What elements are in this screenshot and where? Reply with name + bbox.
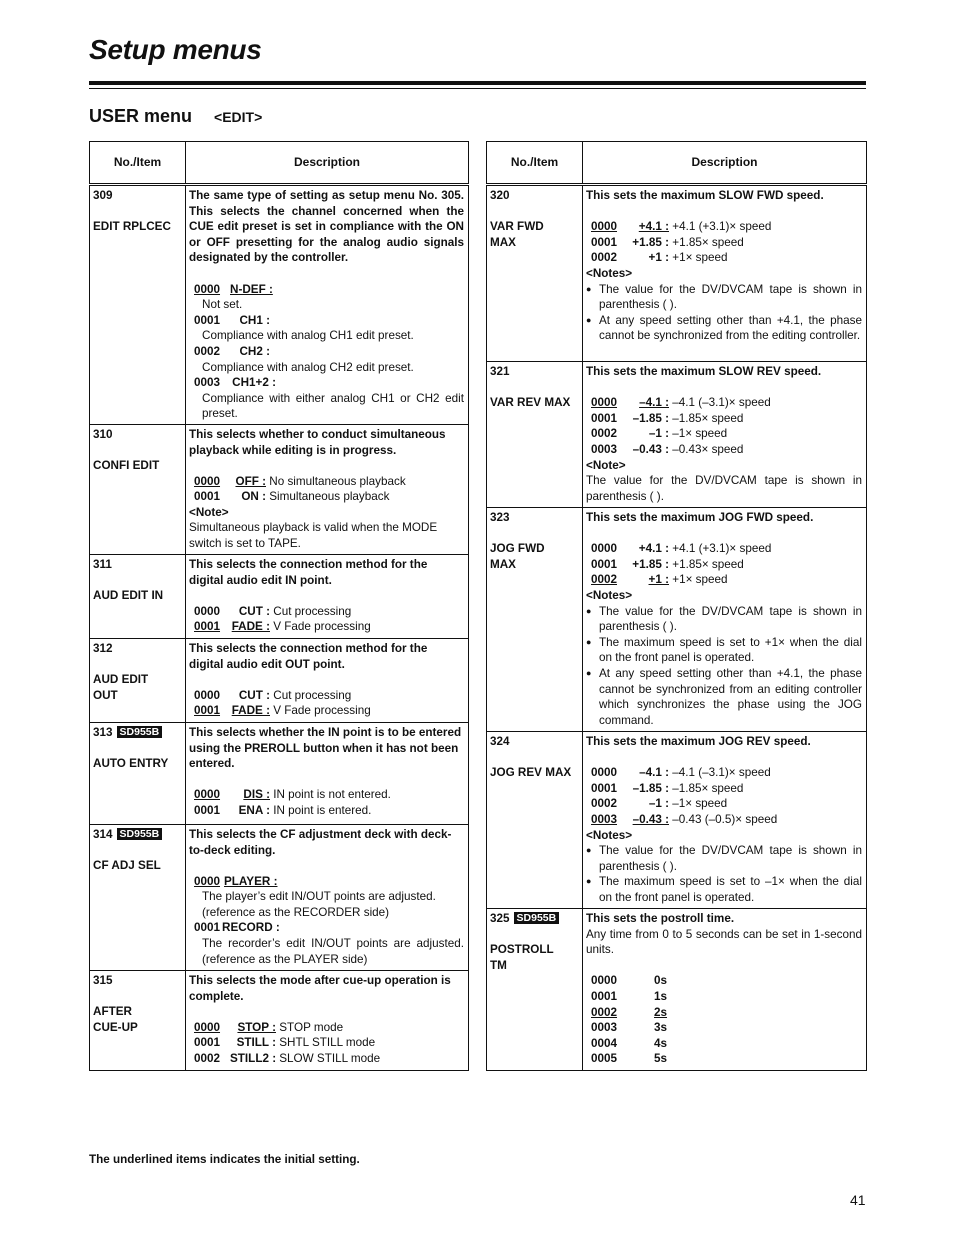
item-heading: This sets the maximum JOG REV speed. xyxy=(586,735,811,748)
option-code: 0003 xyxy=(591,812,618,826)
col-header-desc: Description xyxy=(583,142,867,185)
option-name: CUT : xyxy=(238,604,270,618)
item-name: JOG REV MAX xyxy=(490,766,572,780)
item-name: EDIT RPLCEC xyxy=(93,220,171,234)
option-desc: SHTL STILL mode xyxy=(279,1036,376,1050)
option-name: –1.85 : xyxy=(632,781,669,795)
note-bullet: ● The maximum speed is set to –1× when the dial on the front panel is operated. xyxy=(586,874,862,905)
option-desc: +1× speed xyxy=(672,251,728,265)
option-name: –4.1 : xyxy=(639,766,669,780)
note-bullet: ● At any speed setting other than +4.1, the phase cannot be synchronized from an editing controller which synchronizes the phase using the JOG command. xyxy=(586,666,862,728)
option-name: ON : xyxy=(241,490,266,504)
option-value: 4s xyxy=(654,1036,668,1050)
option-code: 0000 xyxy=(194,1020,221,1034)
option-value: 3s xyxy=(654,1021,668,1035)
option-desc: +4.1 (+3.1)× speed xyxy=(672,542,772,556)
title-rule xyxy=(89,81,866,85)
item-number: 315 xyxy=(93,973,113,987)
item-name: POSTROLL xyxy=(490,943,554,957)
option-name: RECORD : xyxy=(222,921,280,935)
menu-table-left xyxy=(89,141,469,1071)
item-name: AFTER xyxy=(93,1005,132,1019)
option-code: 0001 xyxy=(591,235,618,249)
item-number: 310 xyxy=(93,427,113,441)
option-value: 1s xyxy=(654,989,668,1003)
option-code: 0001 xyxy=(194,490,221,504)
option-name: +1 : xyxy=(648,573,669,587)
option-code: 0000 xyxy=(194,604,221,618)
option-desc: Compliance with either analog CH1 or CH2 edit preset. xyxy=(202,391,464,421)
option-name: –0.43 : xyxy=(632,812,669,826)
option-code: 0004 xyxy=(591,1036,618,1050)
option-code: 0002 xyxy=(194,1051,221,1065)
item-text: Any time from 0 to 5 seconds can be set in 1-second units. xyxy=(586,927,862,957)
option-code: 0000 xyxy=(194,282,221,296)
table-header xyxy=(487,142,867,185)
note-bullet: ● The value for the DV/DVCAM tape is shown in parenthesis ( ). xyxy=(586,604,862,635)
col-header-no: No./Item xyxy=(90,142,186,185)
item-heading: This sets the maximum SLOW REV speed. xyxy=(586,365,822,378)
item-number: 320 xyxy=(490,189,510,202)
option-name: –1 : xyxy=(648,427,669,441)
option-name: STILL : xyxy=(236,1036,276,1050)
item-name: AUTO ENTRY xyxy=(93,757,169,771)
item-name: CUE-UP xyxy=(93,1020,138,1034)
item-heading: This sets the maximum SLOW FWD speed. xyxy=(586,189,824,202)
option-desc: V Fade processing xyxy=(273,704,371,718)
item-number: 314 xyxy=(93,827,113,841)
item-name: AUD EDIT xyxy=(93,673,149,687)
option-desc: –1× speed xyxy=(672,427,728,441)
item-number: 312 xyxy=(93,641,113,655)
item-heading: This selects the connection method for the digital audio edit OUT point. xyxy=(189,641,428,671)
table-header xyxy=(90,142,469,185)
option-code: 0002 xyxy=(591,251,618,265)
model-badge: SD955B xyxy=(117,726,163,738)
option-code: 0003 xyxy=(591,442,618,456)
option-code: 0000 xyxy=(194,474,221,488)
item-name: MAX xyxy=(490,557,516,571)
option-code: 0000 xyxy=(591,974,618,988)
option-code: 0001 xyxy=(194,803,221,817)
title-subrule xyxy=(89,88,866,89)
option-desc: No simultaneous playback xyxy=(269,474,406,488)
item-heading: This sets the postroll time. xyxy=(586,912,735,925)
option-name: +4.1 : xyxy=(638,542,669,556)
option-code: 0000 xyxy=(591,766,618,780)
table-row xyxy=(487,909,867,1071)
table-row xyxy=(90,554,469,638)
item-heading: The same type of setting as setup menu No. 305. This selects the channel concerned when the CUE edit preset is set in compliance with the ON or OFF presetting for the analog audio signals designated by the controller. xyxy=(189,189,464,265)
option-name: +1.85 : xyxy=(632,235,669,249)
note-bullet: ● The value for the DV/DVCAM tape is shown in parenthesis ( ). xyxy=(586,282,862,313)
option-code: 0002 xyxy=(591,427,618,441)
table-row xyxy=(487,362,867,508)
page-title: Setup menus xyxy=(89,34,262,65)
option-name: CH1 : xyxy=(239,313,270,327)
option-code: 0002 xyxy=(591,573,618,587)
option-desc: +1× speed xyxy=(672,573,728,587)
note-label: <Note> xyxy=(586,458,626,472)
option-desc: SLOW STILL mode xyxy=(279,1051,381,1065)
item-name: JOG FWD xyxy=(490,542,545,556)
option-name: FADE : xyxy=(231,704,270,718)
option-desc: –0.43 (–0.5)× speed xyxy=(672,812,778,826)
option-code: 0000 xyxy=(591,542,618,556)
item-heading: This selects whether the IN point is to be entered using the PREROLL button when it has not been entered. xyxy=(189,725,462,771)
item-heading: This selects the CF adjustment deck with deck-to-deck editing. xyxy=(189,827,452,857)
table-row xyxy=(90,824,469,970)
option-code: 0000 xyxy=(591,396,618,410)
menu-table-right xyxy=(486,141,867,1071)
option-code: 0003 xyxy=(591,1021,618,1035)
table-row xyxy=(90,638,469,722)
option-value: 0s xyxy=(654,974,668,988)
option-value: 2s xyxy=(654,1005,668,1019)
option-value: 5s xyxy=(654,1052,668,1066)
option-name: STILL2 : xyxy=(230,1051,277,1065)
item-number: 309 xyxy=(93,189,113,202)
note-text: Simultaneous playback is valid when the MODE switch is set to TAPE. xyxy=(189,521,438,551)
option-name: CH2 : xyxy=(239,344,270,358)
option-desc: STOP mode xyxy=(279,1020,344,1034)
item-name: VAR FWD xyxy=(490,220,544,234)
note-bullet: ● At any speed setting other than +4.1, the phase cannot be synchronized from the editing controller. xyxy=(586,313,862,344)
option-name: OFF : xyxy=(235,474,266,488)
item-name: AUD EDIT IN xyxy=(93,589,164,603)
item-heading: This sets the maximum JOG FWD speed. xyxy=(586,511,814,524)
option-name: DIS : xyxy=(243,788,270,802)
note-label: <Notes> xyxy=(586,266,633,280)
item-number: 321 xyxy=(490,365,510,378)
item-number: 325 xyxy=(490,912,510,925)
page-number: 41 xyxy=(850,1192,866,1208)
option-code: 0001 xyxy=(591,989,618,1003)
section-tag: <EDIT> xyxy=(214,109,263,125)
option-name: +1.85 : xyxy=(632,557,669,571)
model-badge: SD955B xyxy=(117,828,163,840)
option-code: 0001 xyxy=(194,620,221,634)
footer-note: The underlined items indicates the initial setting. xyxy=(89,1153,360,1166)
option-desc: IN point is entered. xyxy=(273,803,372,817)
option-name: CH1+2 : xyxy=(232,376,276,390)
option-code: 0002 xyxy=(591,1005,618,1019)
item-number: 311 xyxy=(93,557,112,571)
option-name: STOP : xyxy=(237,1020,276,1034)
option-name: +4.1 : xyxy=(638,220,669,234)
item-number: 324 xyxy=(490,735,510,748)
option-desc: +4.1 (+3.1)× speed xyxy=(672,220,772,234)
option-desc: Cut processing xyxy=(273,688,352,702)
option-desc: –4.1 (–3.1)× speed xyxy=(672,766,771,780)
option-desc: The player’s edit IN/OUT points are adjusted. (reference as the RECORDER side) xyxy=(202,890,436,919)
option-desc: +1.85× speed xyxy=(672,557,744,571)
item-name: CONFI EDIT xyxy=(93,459,160,473)
option-code: 0001 xyxy=(194,704,221,718)
table-row xyxy=(90,970,469,1070)
item-heading: This selects whether to conduct simultaneous playback while editing is in progress. xyxy=(189,427,446,457)
col-header-no: No./Item xyxy=(487,142,583,185)
table-row xyxy=(90,185,469,425)
option-code: 0001 xyxy=(194,921,221,935)
option-code: 0000 xyxy=(591,220,618,234)
option-desc: The recorder’s edit IN/OUT points are adjusted. (reference as the PLAYER side) xyxy=(202,937,464,966)
note-label: <Notes> xyxy=(586,588,633,602)
option-name: +1 : xyxy=(648,251,669,265)
note-label: <Note> xyxy=(189,505,229,519)
option-code: 0001 xyxy=(591,781,618,795)
option-desc: V Fade processing xyxy=(273,620,371,634)
item-number: 313 xyxy=(93,725,113,739)
option-code: 0001 xyxy=(591,411,618,425)
option-code: 0003 xyxy=(194,376,221,390)
note-bullet: ● The value for the DV/DVCAM tape is shown in parenthesis ( ). xyxy=(586,843,862,874)
option-desc: –1× speed xyxy=(672,797,728,811)
option-desc: +1.85× speed xyxy=(672,235,744,249)
item-heading: This selects the connection method for the digital audio edit IN point. xyxy=(189,557,428,587)
item-name: CF ADJ SEL xyxy=(93,859,161,873)
col-header-desc: Description xyxy=(186,142,469,185)
option-code: 0002 xyxy=(591,797,618,811)
option-name: N-DEF : xyxy=(230,282,273,296)
option-code: 0001 xyxy=(591,557,618,571)
option-desc: –1.85× speed xyxy=(672,781,744,795)
option-code: 0002 xyxy=(194,344,221,358)
option-desc: –0.43× speed xyxy=(672,442,744,456)
table-row xyxy=(487,185,867,362)
option-desc: Cut processing xyxy=(273,604,352,618)
option-name: ENA : xyxy=(238,803,270,817)
option-code: 0000 xyxy=(194,788,221,802)
option-desc: Simultaneous playback xyxy=(269,490,390,504)
table-row xyxy=(487,508,867,732)
option-name: –1 : xyxy=(648,797,669,811)
section-heading xyxy=(89,106,262,127)
option-name: CUT : xyxy=(238,688,270,702)
item-number: 323 xyxy=(490,511,510,524)
option-name: –1.85 : xyxy=(632,411,669,425)
option-name: FADE : xyxy=(231,620,270,634)
item-name: MAX xyxy=(490,235,516,249)
option-code: 0000 xyxy=(194,874,221,888)
table-row xyxy=(487,732,867,909)
note-text: The value for the DV/DVCAM tape is shown in parenthesis ( ). xyxy=(586,474,862,503)
table-row xyxy=(90,424,469,554)
option-code: 0000 xyxy=(194,688,221,702)
option-desc: IN point is not entered. xyxy=(273,788,391,802)
note-bullet: ● The maximum speed is set to +1× when the dial on the front panel is operated. xyxy=(586,635,862,666)
table-row xyxy=(90,722,469,824)
option-name: –0.43 : xyxy=(632,442,669,456)
note-label: <Notes> xyxy=(586,828,633,842)
option-desc: Compliance with analog CH1 edit preset. xyxy=(202,329,414,343)
item-heading: This selects the mode after cue-up operation is complete. xyxy=(189,973,451,1003)
item-name: TM xyxy=(490,958,507,972)
option-desc: –4.1 (–3.1)× speed xyxy=(672,396,771,410)
option-code: 0005 xyxy=(591,1052,618,1066)
option-desc: –1.85× speed xyxy=(672,411,744,425)
item-name: VAR REV MAX xyxy=(490,396,571,410)
option-desc: Compliance with analog CH2 edit preset. xyxy=(202,360,414,374)
option-name: PLAYER : xyxy=(224,874,278,888)
option-desc: Not set. xyxy=(202,298,243,312)
section-title: USER menu xyxy=(89,106,193,126)
model-badge: SD955B xyxy=(514,912,560,924)
option-code: 0001 xyxy=(194,1036,221,1050)
option-name: –4.1 : xyxy=(639,396,669,410)
item-name: OUT xyxy=(93,688,118,702)
option-code: 0001 xyxy=(194,313,221,327)
